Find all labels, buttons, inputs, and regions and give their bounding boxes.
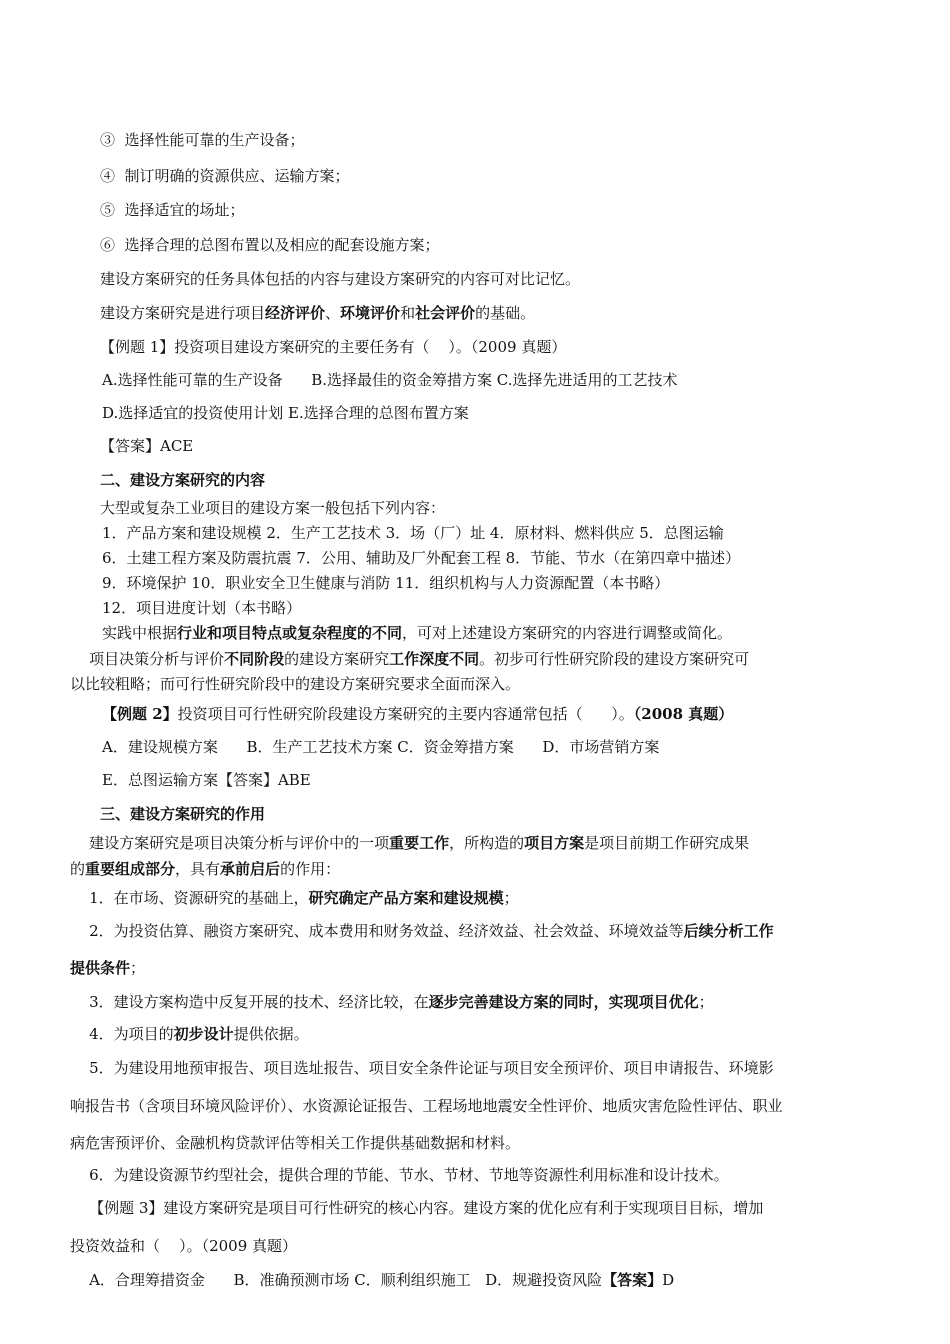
text-line — [100, 235, 440, 255]
text-line — [100, 200, 245, 220]
text-run: D — [662, 1271, 675, 1289]
text-line — [70, 1024, 309, 1044]
text-line — [102, 737, 659, 757]
text-run: 3．建设方案构造中反复开展的技术、经济比较，在 — [70, 993, 429, 1011]
text-line — [100, 269, 580, 289]
text-line — [102, 573, 669, 593]
text-line — [70, 1096, 783, 1116]
text-run: 。初步可行性研究阶段的建设方案研究可 — [479, 650, 750, 668]
text-run: 、 — [325, 304, 341, 322]
text-run: 以比较粗略；而可行性研究阶段中的建设方案研究要求全面而深入。 — [70, 675, 521, 693]
text-line — [102, 370, 677, 390]
bold-text-run: 研究确定产品方案和建设规模 — [308, 889, 504, 907]
text-run: 投资效益和（ ）。（2009 真题） — [70, 1237, 298, 1255]
text-run: 建设方案研究是进行项目 — [100, 304, 266, 322]
bold-text-run: 逐步完善建设方案的同时，实现项目优化 — [428, 993, 699, 1011]
text-run: ③ 选择性能可靠的生产设备； — [100, 131, 305, 149]
bold-text-run: 重要工作 — [389, 834, 450, 852]
text-line — [70, 674, 520, 694]
text-line — [70, 1236, 297, 1256]
bold-text-run: 社会评价 — [415, 304, 476, 322]
text-run: ④ 制订明确的资源供应、运输方案； — [100, 167, 350, 185]
text-line — [102, 598, 301, 618]
text-run: 9．环境保护 10．职业安全卫生健康与消防 11．组织机构与人力资源配置（本书略） — [102, 574, 670, 592]
text-run: 的作用： — [280, 860, 341, 878]
bold-text-run: 经济评价 — [265, 304, 326, 322]
text-run: 1．在市场、资源研究的基础上， — [70, 889, 309, 907]
bold-text-run: 提供条件 — [70, 959, 131, 977]
text-line — [100, 436, 193, 456]
bold-text-run: 二、建设方案研究的内容 — [100, 471, 266, 489]
bold-text-run: 不同阶段 — [224, 650, 285, 668]
text-line — [70, 921, 774, 941]
text-run: D.选择适宜的投资使用计划 E.选择合理的总图布置方案 — [102, 404, 469, 422]
text-run: 建设方案研究是项目决策分析与评价中的一项 — [70, 834, 390, 852]
text-line — [100, 130, 305, 150]
text-line — [70, 1165, 729, 1185]
text-line — [70, 888, 519, 908]
text-line — [70, 1133, 520, 1153]
section-heading — [100, 804, 265, 824]
text-run: A．建设规模方案 B．生产工艺技术方案 C．资金筹措方案 D．市场营销方案 — [102, 738, 660, 756]
bold-text-run: 项目方案 — [524, 834, 585, 852]
text-run: 【例题 1】投资项目建设方案研究的主要任务有（ ）。（2009 真题） — [100, 338, 567, 356]
text-line — [100, 166, 350, 186]
text-run: 投资项目可行性研究阶段建设方案研究的主要内容通常包括（ ）。 — [177, 705, 634, 723]
text-run: ⑥ 选择合理的总图布置以及相应的配套设施方案； — [100, 236, 440, 254]
text-run: 【答案】ACE — [100, 437, 194, 455]
text-line — [70, 833, 749, 853]
text-line — [100, 303, 535, 323]
text-run: ，具有 — [175, 860, 221, 878]
text-line — [70, 958, 145, 978]
text-run: A.选择性能可靠的生产设备 B.选择最佳的资金筹措方案 C.选择先进适用的工艺技术 — [102, 371, 678, 389]
text-line — [70, 1270, 674, 1290]
text-run: 实践中根据 — [102, 624, 178, 642]
bold-text-run: 重要组成部分 — [85, 860, 176, 878]
text-run: 是项目前期工作研究成果 — [584, 834, 750, 852]
text-line — [102, 770, 311, 790]
text-run: E．总图运输方案【答案】ABE — [102, 771, 311, 789]
text-run: 建设方案研究的任务具体包括的内容与建设方案研究的内容可对比记忆。 — [100, 270, 581, 288]
text-run: ； — [503, 889, 519, 907]
text-run: 和 — [400, 304, 416, 322]
text-run: 项目决策分析与评价 — [70, 650, 225, 668]
text-run: 5．为建设用地预审报告、项目选址报告、项目安全条件论证与项目安全预评价、项目申请报告、环境影 — [70, 1059, 774, 1077]
text-run: 响报告书（含项目环境风险评价）、水资源论证报告、工程场地地震安全性评价、地质灾害危险性评估、职业 — [70, 1097, 783, 1115]
text-run: 的 — [70, 860, 86, 878]
bold-text-run: 后续分析工作 — [683, 922, 774, 940]
text-run: ，所构造的 — [449, 834, 525, 852]
text-line — [102, 704, 733, 724]
text-line — [70, 859, 340, 879]
bold-text-run: 【例题 2】 — [102, 705, 178, 723]
text-line — [100, 498, 445, 518]
text-line — [70, 649, 749, 669]
text-run: 【例题 3】建设方案研究是项目可行性研究的核心内容。建设方案的优化应有利于实现项目目标，增加 — [70, 1199, 764, 1217]
text-line — [102, 403, 469, 423]
text-line — [70, 992, 714, 1012]
text-run: 6．为建设资源节约型社会，提供合理的节能、节水、节材、节地等资源性利用标准和设计技术。 — [70, 1166, 729, 1184]
text-run: 提供依据。 — [233, 1025, 309, 1043]
bold-text-run: （2008 真题） — [633, 705, 734, 723]
text-run: A．合理筹措资金 B．准确预测市场 C．顺利组织施工 D．规避投资风险 — [70, 1271, 603, 1289]
bold-text-run: 三、建设方案研究的作用 — [100, 805, 266, 823]
text-line — [70, 1198, 763, 1218]
text-run: 的建设方案研究 — [284, 650, 390, 668]
bold-text-run: 环境评价 — [340, 304, 401, 322]
bold-text-run: 行业和项目特点或复杂程度的不同 — [177, 624, 403, 642]
text-run: 2．为投资估算、融资方案研究、成本费用和财务效益、经济效益、社会效益、环境效益等 — [70, 922, 684, 940]
text-run: ； — [130, 959, 146, 977]
text-run: ⑤ 选择适宜的场址； — [100, 201, 245, 219]
text-run: 病危害预评价、金融机构贷款评估等相关工作提供基础数据和材料。 — [70, 1134, 521, 1152]
bold-text-run: 承前启后 — [220, 860, 281, 878]
bold-text-run: 初步设计 — [173, 1025, 234, 1043]
text-run: ； — [698, 993, 714, 1011]
text-run: 大型或复杂工业项目的建设方案一般包括下列内容： — [100, 499, 446, 517]
text-run: 4．为项目的 — [70, 1025, 174, 1043]
bold-text-run: 工作深度不同 — [389, 650, 480, 668]
text-line — [102, 523, 724, 543]
text-run: ，可对上述建设方案研究的内容进行调整或简化。 — [402, 624, 733, 642]
bold-text-run: 【答案】 — [602, 1271, 663, 1289]
text-line — [70, 1058, 774, 1078]
text-run: 12．项目进度计划（本书略） — [102, 599, 302, 617]
section-heading — [100, 470, 265, 490]
text-line — [102, 623, 732, 643]
text-run: 6．土建工程方案及防震抗震 7．公用、辅助及厂外配套工程 8．节能、节水（在第四章中描述） — [102, 549, 741, 567]
text-line — [100, 337, 566, 357]
text-run: 1．产品方案和建设规模 2．生产工艺技术 3．场（厂）址 4．原材料、燃料供应 5．总图运输 — [102, 524, 724, 542]
text-line — [102, 548, 740, 568]
text-run: 的基础。 — [475, 304, 536, 322]
